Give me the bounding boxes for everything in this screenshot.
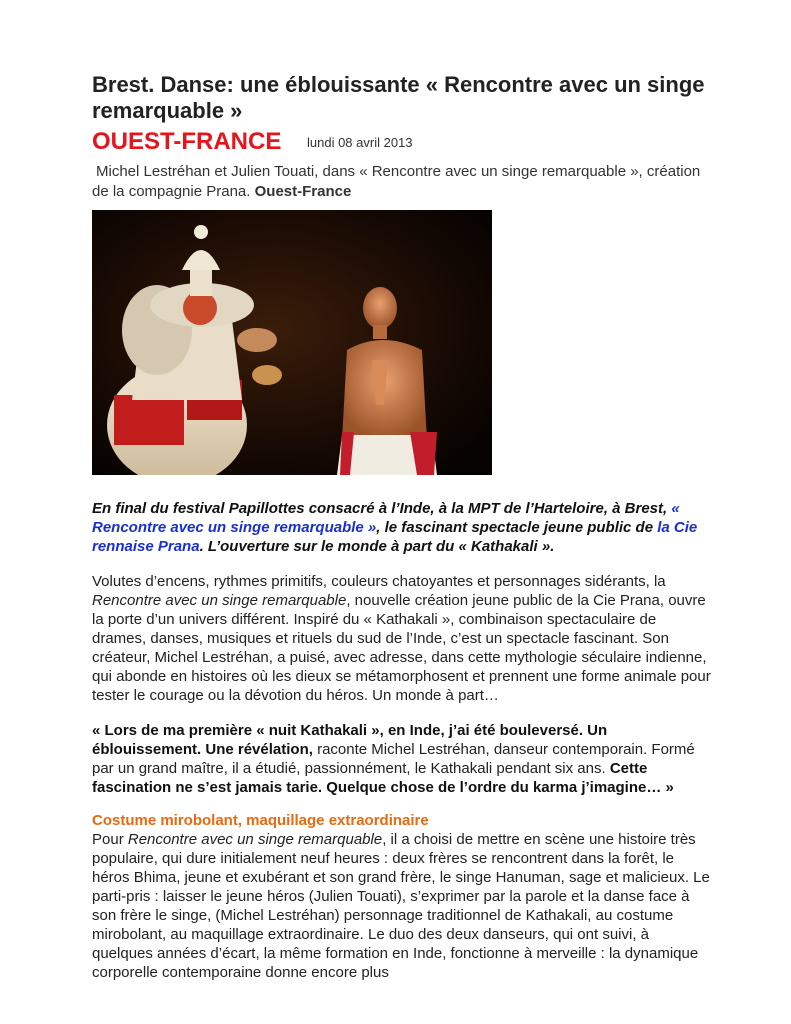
article-photo [92,210,492,475]
section-subheading: Costume mirobolant, maquillage extraordinaire [92,812,429,829]
para1-text-b: , nouvelle création jeune public de la Cie Prana, ouvre la porte d’un univers différent. Inspiré du « Kathakali », combinaison spectaculaire de drames, danses, musiques et rituels du sud de l’Inde, c’est un spectacle fascinant. Son créateur, Michel Lestréhan, a puisé, avec adresse, dans cette mythologie séculaire indienne, qui abonde en histoires où les dieux se métamorphosent et prennent une forme animale pour tester le courage ou la dévotion du héros. Un monde à part… [92,592,711,704]
article-title: Brest. Danse: une éblouissante « Rencontre avec un singe remarquable » [92,72,705,123]
quote-bold-1: « Lors de ma première « nuit Kathakali », en Inde, j’ai été bouleversé. Un éblouissement. Une révélation, [92,722,608,758]
paragraph-1 [92,572,712,705]
para2-text-b: , il a choisi de mettre en scène une histoire très populaire, qui dure initialement neuf heures : deux frères se rencontrent dans la forêt, le héros Bhima, jeune et exubérant et son grand frère, le singe Hanuman, sage et malicieux. Le parti-pris : laisser le jeune héros (Julien Touati), s’exprimer par la parole et la danse face à son frère le singe, (Michel Lestréhan) personnage traditionnel de Kathakali, au costume mirobolant, au maquillage extraordinaire. Le duo des deux danseurs, qui ont suivi, à quelques années d’écart, la même formation en Inde, fonctionne à merveille : la dynamique corporelle contemporaine donne encore plus [92,831,710,981]
company-link[interactable]: la Cie rennaise Prana [92,519,698,555]
quote-paragraph [92,721,712,797]
para2-show-title: Rencontre avec un singe remarquable [127,831,383,848]
article [92,72,712,982]
caption-text: Michel Lestréhan et Julien Touati, dans « Rencontre avec un singe remarquable », création de la compagnie Prana. [92,163,701,200]
source-line [92,128,712,156]
lead-text-3: . L’ouverture sur le monde à part du « Kathakali ». [199,538,555,555]
para2-text-a: Pour [92,831,128,848]
brand-name: OUEST-FRANCE [92,128,282,155]
para1-show-title: Rencontre avec un singe remarquable [92,592,347,609]
caption-credit: Ouest-France [254,183,352,200]
show-title-link[interactable]: « Rencontre avec un singe remarquable » [92,500,680,536]
para1-text-a: Volutes d’encens, rythmes primitifs, couleurs chatoyantes et personnages sidérants, la [92,573,666,590]
lead-paragraph [92,499,712,556]
quote-normal: raconte Michel Lestréhan, danseur contemporain. Formé par un grand maître, il a étudié, passionnément, le Kathakali pendant six ans. [92,741,695,777]
quote-bold-2: Cette fascination ne s’est jamais tarie. Quelque chose de l’ordre du karma j’imagine… » [92,760,674,796]
publication-date: lundi 08 avril 2013 [307,135,413,150]
photo-caption [92,162,712,202]
paragraph-2 [92,830,712,982]
lead-text-2: , le fascinant spectacle jeune public de [376,519,654,536]
lead-text-1: En final du festival Papillottes consacré à l’Inde, à la MPT de l’Harteloire, à Brest, [92,500,668,517]
